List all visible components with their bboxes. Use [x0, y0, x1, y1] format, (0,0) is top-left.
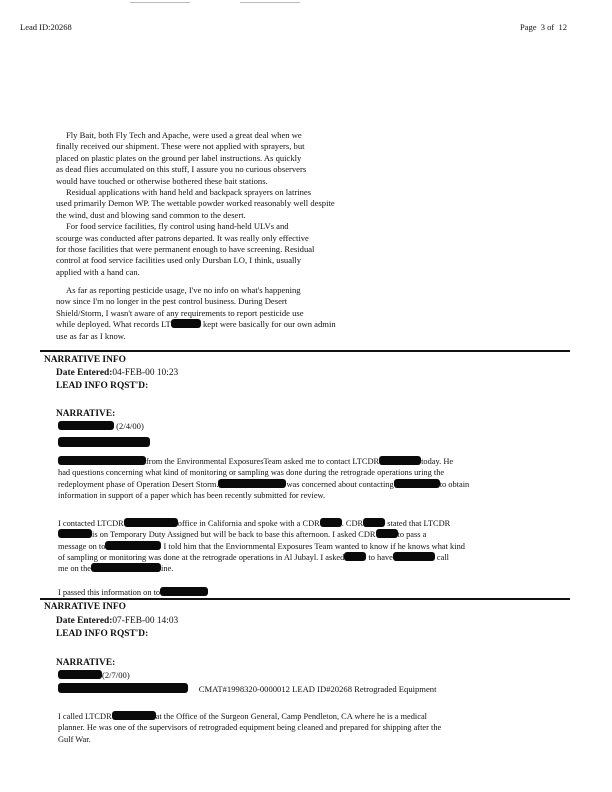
- date-entered: Date Entered:07-FEB-00 14:03: [56, 616, 179, 626]
- entry2-paragraph-1: I called LTCDR at the Office of the Surgeon General, Camp Pendleton, CA where he is a medical planner. He was one of the supervisors of retrograded equipment being cleaned and prepared for shipping after the Gulf War.: [58, 712, 442, 744]
- narrative-info-heading: NARRATIVE INFO: [44, 602, 126, 612]
- text-line: for those facilities that were permanent enough to have screening. Residual: [56, 244, 315, 255]
- narrative-label: NARRATIVE:: [56, 409, 116, 419]
- narrative-label: NARRATIVE:: [56, 658, 116, 668]
- entry1-paragraph-3: I passed this information on to: [58, 587, 208, 598]
- scan-mark: [240, 2, 300, 3]
- text-line: as dead flies accumulated on this stuff, I assure you no curious observers: [56, 164, 307, 175]
- text-line: scourge was conducted after patrons departed. It was really only effective: [56, 232, 309, 243]
- text-line: Fly Bait, both Fly Tech and Apache, were used a great deal when we: [66, 130, 302, 140]
- text-line: control at food service facilities used only Dursban LO, I think, usually: [56, 255, 302, 266]
- lead-info-requested: LEAD INFO RQST'D:: [56, 381, 149, 391]
- body-reporting: As far as reporting pesticide usage, I've no info on what's happening now since I'm no longer in the pest control business. During Desert Shield/Storm, I wasn't aware of any requirements to report pesticide use while deployed. What records LT kept were basically for our own admin use as far as I know.: [56, 285, 336, 341]
- body-intro: [56, 130, 335, 278]
- text-line: used primarily Demon WP. The wettable powder worked reasonably well despite: [56, 198, 335, 209]
- lead-id-header: Lead ID:20268: [20, 22, 72, 32]
- lead-info-requested: LEAD INFO RQST'D:: [56, 629, 149, 639]
- entry1-paragraph-1: from the Environmental ExposuresTeam asked me to contact LTCDR today. He had questions concerning what kind of monitoring or sampling was done during the retrograde operations uring the redeployment phase of Operation Desert Storm. was concerned about contacting to obtain information in support of a paper which has been recently submitted for review.: [58, 457, 470, 500]
- redaction-mark: [171, 319, 201, 328]
- text-line: Residual applications with hand held and backpack sprayers on latrines: [66, 187, 312, 198]
- narrative-date: (2/7/00): [58, 670, 130, 680]
- cmat-line: CMAT#1998320-0000012 LEAD ID#20268 Retrograded Equipment: [58, 683, 436, 694]
- text-line: placed on plastic plates on the ground per label instructions. As quickly: [56, 152, 302, 163]
- narrative-date: (2/4/00): [58, 421, 144, 431]
- section-divider: [40, 350, 570, 352]
- narrative-info-heading: NARRATIVE INFO: [44, 355, 126, 365]
- date-entered: Date Entered:04-FEB-00 10:23: [56, 368, 179, 378]
- page-number: Page 3 of 12: [520, 22, 567, 32]
- section-divider: [40, 598, 570, 600]
- text-line: would have touched or otherwise bothered these bait stations.: [56, 175, 268, 186]
- text-line: applied with a hand can.: [56, 266, 140, 277]
- text-line: finally received our shipment. These were not applied with sprayers, but: [56, 141, 305, 152]
- scan-mark: [130, 2, 190, 3]
- text-line: For food service facilities, fly control using hand-held ULVs and: [66, 221, 289, 232]
- entry1-paragraph-2: I contacted LTCDR office in California and spoke with a CDR . CDR stated that LTCDR is on Temporary Duty Assigned but will be back to base this afternoon. I asked CDR to pass a message on to I told him that the Enviornmental Exposures Team wanted to know if he knows what kind of sampling or monitoring was done at the retrograde operations in Al Jubayl. I asked to have call me on the ine.: [58, 519, 465, 574]
- text-line: the wind, dust and blowing sand common to the desert.: [56, 209, 246, 220]
- redaction-block: [58, 433, 150, 451]
- redaction-mark: [58, 421, 114, 430]
